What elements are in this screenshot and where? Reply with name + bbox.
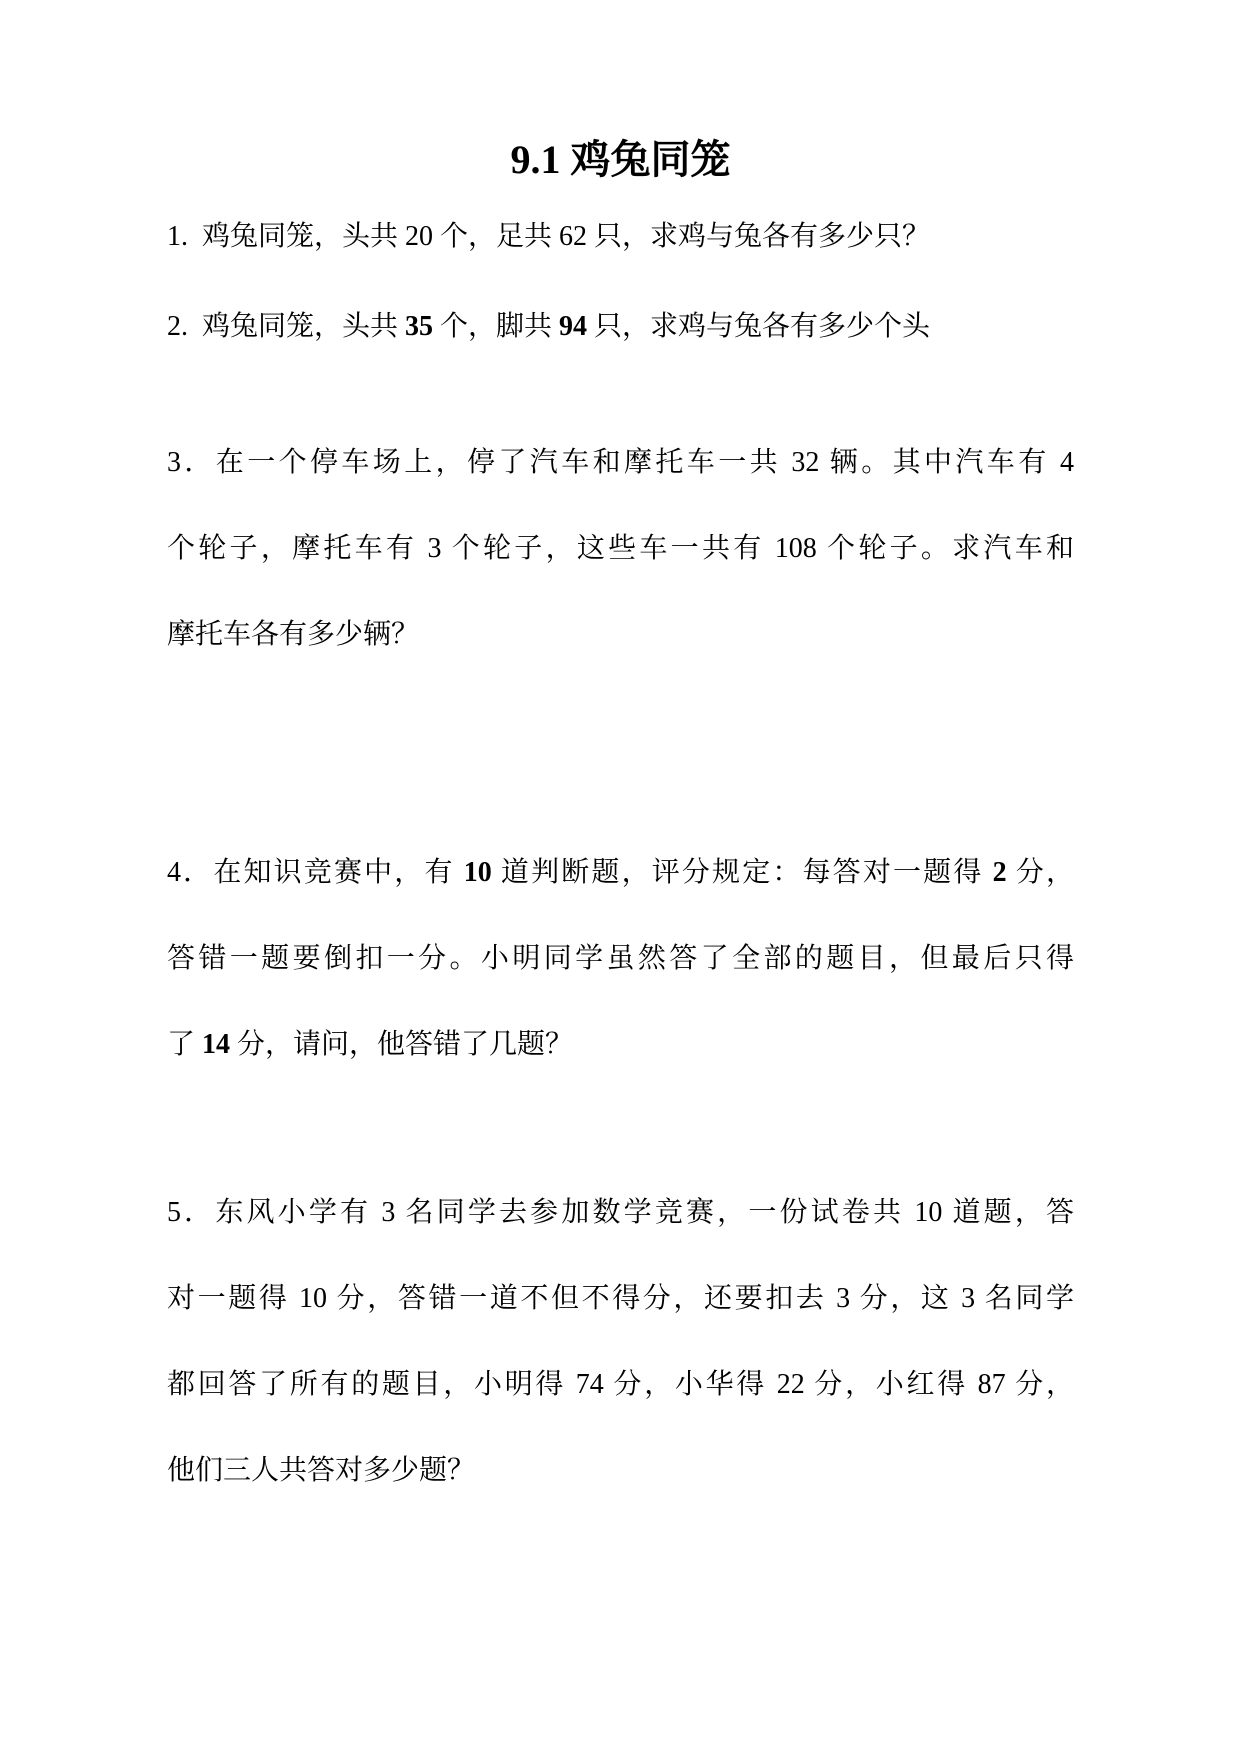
text-segment: 了 (167, 1029, 203, 1060)
bold-number: 35 (405, 311, 434, 342)
text-segment: 对一题得 10 分，答错一道不但不得分，还要扣去 3 分，这 3 名同学 (167, 1283, 1074, 1314)
problem-3 (167, 420, 1074, 678)
text-segment: 个，脚共 (433, 311, 560, 342)
problem-5-line-3 (167, 1342, 1074, 1428)
problem-3-line-1 (167, 420, 1074, 506)
text-segment: 道判断题，评分规定：每答对一题得 (491, 857, 993, 888)
text-segment: 他们三人共答对多少题？ (167, 1455, 476, 1486)
bold-number: 2 (992, 857, 1007, 888)
text-segment: 1. 鸡兔同笼，头共 20 个，足共 62 只，求鸡与兔各有多少只？ (167, 221, 931, 252)
text-segment: 3．在一个停车场上，停了汽车和摩托车一共 32 辆。其中汽车有 4 (167, 447, 1074, 478)
text-segment: 5．东风小学有 3 名同学去参加数学竞赛，一份试卷共 10 道题，答 (167, 1197, 1074, 1228)
bold-number: 10 (463, 857, 492, 888)
problems-list (167, 194, 1074, 1514)
problem-4 (167, 830, 1074, 1088)
problem-3-line-2 (167, 506, 1074, 592)
problem-4-line-2 (167, 916, 1074, 1002)
bold-number: 94 (559, 311, 588, 342)
problem-4-line-1 (167, 830, 1074, 916)
problem-5-line-2 (167, 1256, 1074, 1342)
text-segment: 只，求鸡与兔各有多少个头 (587, 311, 931, 342)
text-segment: 摩托车各有多少辆？ (167, 619, 420, 650)
text-segment: 分，请问，他答错了几题？ (230, 1029, 574, 1060)
text-segment: 分， (1006, 857, 1074, 888)
problem-5-line-1 (167, 1170, 1074, 1256)
text-segment: 都回答了所有的题目，小明得 74 分，小华得 22 分，小红得 87 分， (167, 1369, 1074, 1400)
text-segment: 个轮子，摩托车有 3 个轮子，这些车一共有 108 个轮子。求汽车和 (167, 533, 1074, 564)
problem-2-line-1 (167, 284, 1074, 370)
text-segment: 答错一题要倒扣一分。小明同学虽然答了全部的题目，但最后只得 (167, 943, 1074, 974)
problem-4-line-3 (167, 1002, 1074, 1088)
problem-5-line-4 (167, 1428, 1074, 1514)
bold-number: 14 (202, 1029, 231, 1060)
problem-1 (167, 194, 1074, 280)
problem-3-line-3 (167, 592, 1074, 678)
problem-5 (167, 1170, 1074, 1514)
page-title: 9.1 鸡兔同笼 (510, 137, 731, 182)
text-segment: 2. 鸡兔同笼，头共 (167, 311, 406, 342)
problem-1-line-1 (167, 194, 1074, 280)
problem-2 (167, 284, 1074, 370)
text-segment: 4．在知识竞赛中，有 (167, 857, 464, 888)
